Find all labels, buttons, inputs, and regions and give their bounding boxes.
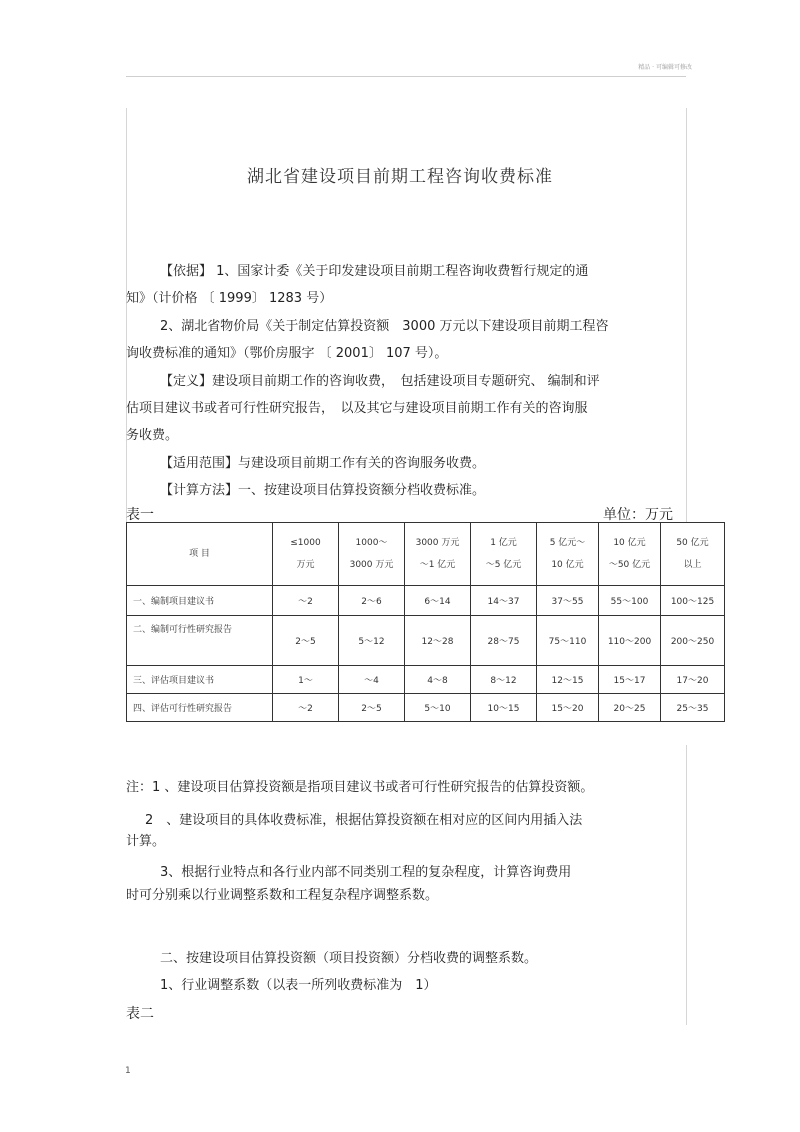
table-cell: 2～5 (339, 694, 405, 722)
row-name: 四、评估可行性研究报告 (127, 694, 273, 722)
definition-line-1: 【定义】建设项目前期工作的咨询收费， 包括建设项目专题研究、 编制和评 (160, 374, 600, 389)
note-2-line-1: 2 、建设项目的具体收费标准，根据估算投资额在相对应的区间内用插入法 (145, 813, 583, 828)
table-cell: 12～15 (537, 666, 599, 694)
header-rule (126, 76, 686, 77)
table-cell: 4～8 (405, 666, 471, 694)
table-cell: 100～125 (661, 586, 725, 616)
table-cell: 110～200 (599, 616, 661, 666)
table1-unit: 单位：万元 (603, 507, 673, 523)
table-cell: 200～250 (661, 616, 725, 666)
table-cell: 15～20 (537, 694, 599, 722)
scope-line: 【适用范围】与建设项目前期工作有关的咨询服务收费。 (160, 456, 486, 471)
table-cell: 12～28 (405, 616, 471, 666)
definition-line-2: 估项目建议书或者可行性研究报告， 以及其它与建设项目前期工作有关的咨询服 (126, 401, 588, 416)
table-cell: 17～20 (661, 666, 725, 694)
header-col-6: 10 亿元 ～50 亿元 (599, 523, 661, 586)
header-item: 项 目 (127, 523, 273, 586)
table-cell: 37～55 (537, 586, 599, 616)
frame-line-right-lower (686, 745, 687, 1025)
basis-line-4: 询收费标准的通知》（鄂价房服字 〔 2001〕 107 号）。 (126, 346, 448, 361)
table-row (127, 666, 725, 694)
header-note: 精品 · 可编辑可修改 (638, 64, 692, 71)
table-cell: 25～35 (661, 694, 725, 722)
table-cell: 6～14 (405, 586, 471, 616)
row-name: 二、编制可行性研究报告 (127, 616, 273, 666)
note-2-line-2: 计算。 (126, 834, 166, 849)
table-cell: 5～10 (405, 694, 471, 722)
table-cell: 75～110 (537, 616, 599, 666)
basis-line-1: 【依据】 1、国家计委《关于印发建设项目前期工程咨询收费暂行规定的通 (160, 264, 589, 279)
section2-sub1: 1、行业调整系数（以表一所列收费标准为 1） (160, 978, 437, 993)
row-name: 三、评估项目建议书 (127, 666, 273, 694)
table-cell: 1～ (273, 666, 339, 694)
fee-table (126, 522, 725, 722)
table-cell: 5～12 (339, 616, 405, 666)
definition-line-3: 务收费。 (126, 428, 179, 443)
note-3-line-2: 时可分别乘以行业调整系数和工程复杂程序调整系数。 (126, 888, 439, 903)
table1-label: 表一 (126, 507, 154, 523)
table-row (127, 694, 725, 722)
table-cell: ～2 (273, 694, 339, 722)
basis-line-2: 知》（计价格 〔 1999〕 1283 号） (126, 291, 333, 306)
header-col-1: ≤1000 万元 (273, 523, 339, 586)
table-cell: 15～17 (599, 666, 661, 694)
table2-label: 表二 (126, 1006, 154, 1022)
table-cell: 55～100 (599, 586, 661, 616)
section2-heading: 二、按建设项目估算投资额（项目投资额）分档收费的调整系数。 (160, 951, 538, 966)
page-number: 1 (125, 1066, 131, 1076)
table-cell: 28～75 (471, 616, 537, 666)
table-cell: 2～6 (339, 586, 405, 616)
table-cell: 8～12 (471, 666, 537, 694)
basis-line-3: 2、湖北省物价局《关于制定估算投资额 3000 万元以下建设项目前期工程咨 (160, 319, 609, 334)
note-1: 注：1 、建设项目估算投资额是指项目建议书或者可行性研究报告的估算投资额。 (126, 780, 594, 795)
table-cell: 14～37 (471, 586, 537, 616)
page-title: 湖北省建设项目前期工程咨询收费标准 (247, 167, 553, 187)
header-col-7: 50 亿元 以上 (661, 523, 725, 586)
table-cell: 2～5 (273, 616, 339, 666)
header-col-3: 3000 万元 ～1 亿元 (405, 523, 471, 586)
note-3-line-1: 3、根据行业特点和各行业内部不同类别工程的复杂程度，计算咨询费用 (160, 865, 572, 880)
table-cell: 20～25 (599, 694, 661, 722)
table-cell: 10～15 (471, 694, 537, 722)
table-row (127, 586, 725, 616)
table-row (127, 616, 725, 666)
method-line: 【计算方法】一、按建设项目估算投资额分档收费标准。 (160, 483, 486, 498)
table-header-row (127, 523, 725, 586)
table-cell: ～2 (273, 586, 339, 616)
header-col-5: 5 亿元～ 10 亿元 (537, 523, 599, 586)
header-col-2: 1000～ 3000 万元 (339, 523, 405, 586)
row-name: 一、编制项目建议书 (127, 586, 273, 616)
header-col-4: 1 亿元 ～5 亿元 (471, 523, 537, 586)
table-cell: ～4 (339, 666, 405, 694)
